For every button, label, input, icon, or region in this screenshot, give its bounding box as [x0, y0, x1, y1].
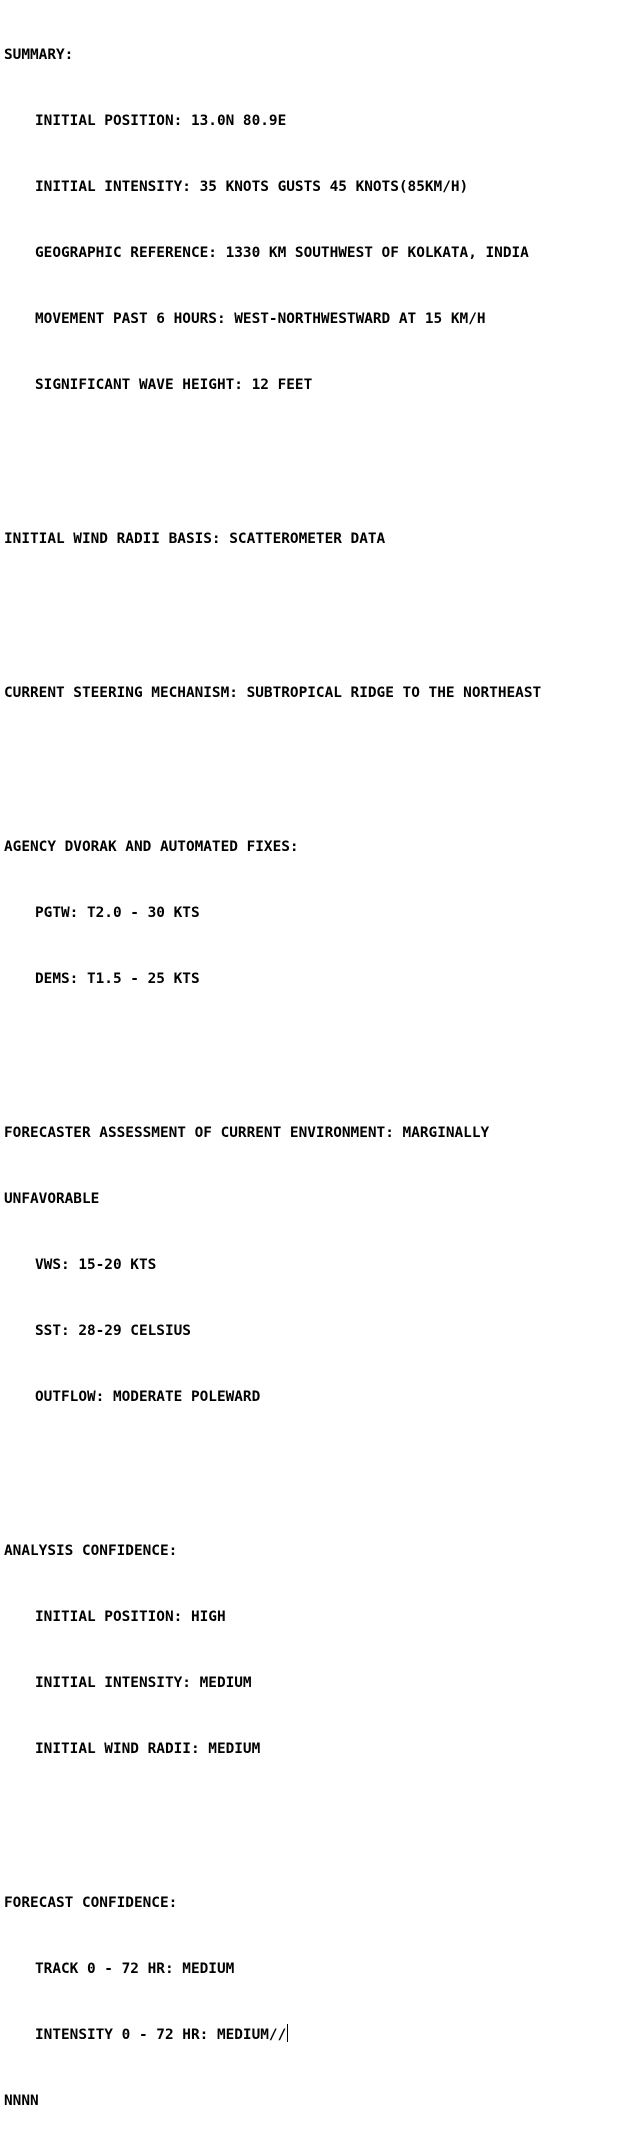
environment-outflow: OUTFLOW: MODERATE POLEWARD	[35, 1389, 261, 1405]
environment-sst: SST: 28-29 CELSIUS	[35, 1323, 191, 1339]
environment-vws: VWS: 15-20 KTS	[35, 1257, 157, 1273]
summary-initial-intensity: INITIAL INTENSITY: 35 KNOTS GUSTS 45 KNOTS(85KM/H)	[35, 179, 469, 195]
spacer	[4, 1034, 637, 1056]
environment-heading-continued: UNFAVORABLE	[4, 1191, 100, 1207]
dvorak-pgtw: PGTW: T2.0 - 30 KTS	[35, 905, 200, 921]
spacer	[4, 594, 637, 616]
dvorak-dems: DEMS: T1.5 - 25 KTS	[35, 971, 200, 987]
analysis-initial-intensity: INITIAL INTENSITY: MEDIUM	[35, 1675, 252, 1691]
analysis-initial-wind-radii: INITIAL WIND RADII: MEDIUM	[35, 1741, 261, 1757]
forecast-track: TRACK 0 - 72 HR: MEDIUM	[35, 1961, 235, 1977]
end-marker: NNNN	[4, 2093, 39, 2109]
spacer	[4, 748, 637, 770]
summary-wave-height: SIGNIFICANT WAVE HEIGHT: 12 FEET	[35, 377, 313, 393]
forecast-intensity: INTENSITY 0 - 72 HR: MEDIUM//	[35, 2027, 287, 2043]
text-cursor	[287, 2024, 288, 2042]
spacer	[4, 440, 637, 462]
summary-initial-position: INITIAL POSITION: 13.0N 80.9E	[35, 113, 287, 129]
bulletin-text	[4, 0, 637, 2134]
wind-radii-basis: INITIAL WIND RADII BASIS: SCATTEROMETER DATA	[4, 531, 386, 547]
spacer	[4, 1804, 637, 1826]
spacer	[4, 1452, 637, 1474]
summary-heading: SUMMARY:	[4, 47, 74, 63]
summary-movement: MOVEMENT PAST 6 HOURS: WEST-NORTHWESTWARD AT 15 KM/H	[35, 311, 486, 327]
analysis-confidence-heading: ANALYSIS CONFIDENCE:	[4, 1543, 178, 1559]
analysis-initial-position: INITIAL POSITION: HIGH	[35, 1609, 226, 1625]
summary-geographic-reference: GEOGRAPHIC REFERENCE: 1330 KM SOUTHWEST OF KOLKATA, INDIA	[35, 245, 529, 261]
environment-heading: FORECASTER ASSESSMENT OF CURRENT ENVIRONMENT: MARGINALLY	[4, 1125, 490, 1141]
forecast-intensity-line[interactable]	[4, 2024, 637, 2046]
forecast-confidence-heading: FORECAST CONFIDENCE:	[4, 1895, 178, 1911]
dvorak-heading: AGENCY DVORAK AND AUTOMATED FIXES:	[4, 839, 299, 855]
steering-mechanism: CURRENT STEERING MECHANISM: SUBTROPICAL RIDGE TO THE NORTHEAST	[4, 685, 542, 701]
